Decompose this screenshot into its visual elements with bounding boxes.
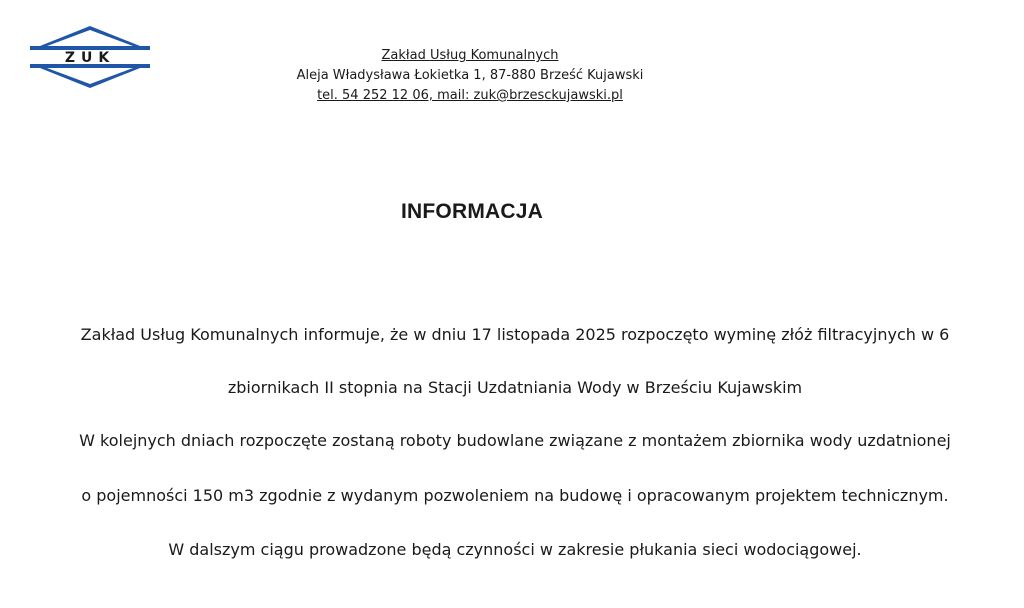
body-line-5: W dalszym ciągu prowadzone będą czynności w zakresie płukania sieci wodociągowej. [168, 540, 862, 559]
zuk-logo [30, 24, 150, 88]
body-line-3: W kolejnych dniach rozpoczęte zostaną roboty budowlane związane z montażem zbiornika wody uzdatnionej [79, 431, 951, 450]
body-line-2: zbiornikach II stopnia na Stacji Uzdatniania Wody w Brześciu Kujawskim [227, 378, 803, 397]
company-name: Zakład Usług Komunalnych [381, 48, 559, 63]
logo-text: ZUK [64, 50, 116, 66]
document-title: INFORMACJA [401, 200, 543, 223]
body-line-1: Zakład Usług Komunalnych informuje, że w dniu 17 listopada 2025 rozpoczęto wyminę złóż filtracyjnych w 6 [80, 325, 950, 344]
company-contact: tel. 54 252 12 06, mail: zuk@brzesckujawski.pl [317, 88, 623, 103]
company-address: Aleja Władysława Łokietka 1, 87-880 Brześć Kujawski [296, 68, 644, 83]
body-line-4: o pojemności 150 m3 zgodnie z wydanym pozwoleniem na budowę i opracowanym projektem technicznym. [81, 486, 949, 505]
zuk-logo-icon [30, 24, 150, 88]
company-header [240, 46, 700, 106]
